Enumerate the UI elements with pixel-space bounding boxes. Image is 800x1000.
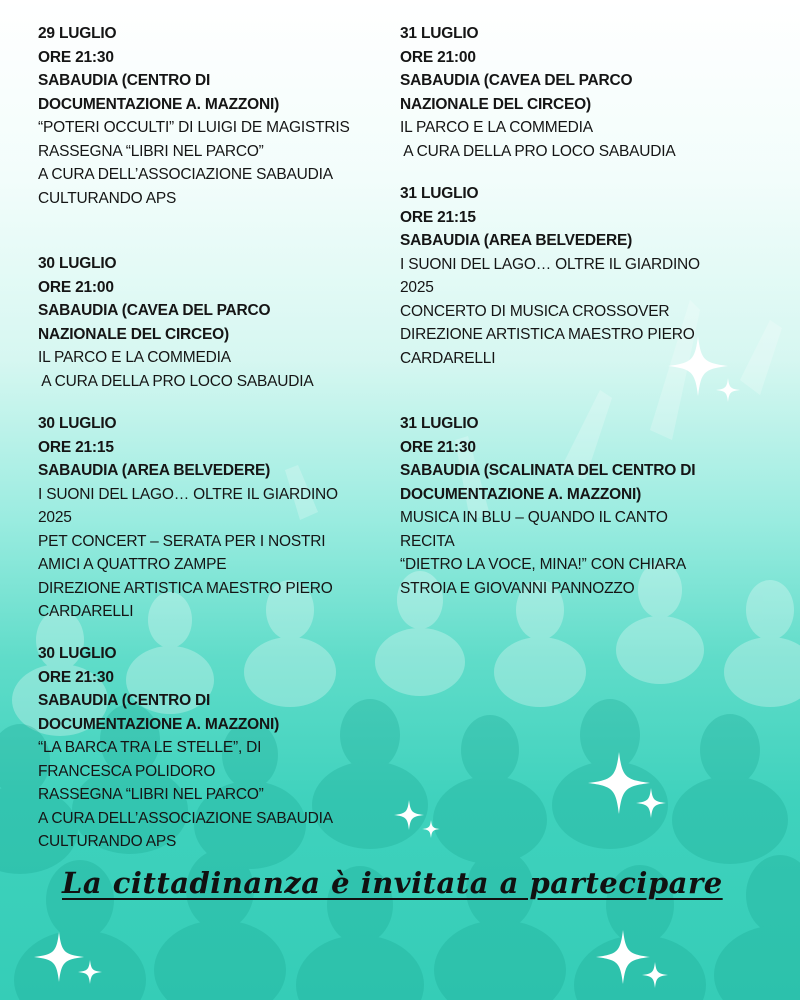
- event-time: ORE 21:00: [38, 278, 114, 296]
- event-detail: RASSEGNA “LIBRI NEL PARCO”: [38, 786, 264, 803]
- event-detail: “LA BARCA TRA LE STELLE”, DI: [38, 739, 262, 756]
- event-card: [38, 22, 350, 210]
- sparkle-icon: [642, 962, 668, 988]
- event-date: 30 LUGLIO: [38, 255, 117, 272]
- event-detail: A CURA DELLA PRO LOCO SABAUDIA: [400, 142, 676, 160]
- event-venue: DOCUMENTAZIONE A. MAZZONI): [400, 485, 642, 503]
- event-card: [400, 22, 676, 163]
- event-detail: CONCERTO DI MUSICA CROSSOVER: [400, 302, 670, 320]
- event-venue: SABAUDIA (CAVEA DEL PARCO: [38, 302, 271, 319]
- event-detail: CARDARELLI: [38, 603, 134, 620]
- event-venue: DOCUMENTAZIONE A. MAZZONI): [38, 715, 280, 733]
- event-detail: MUSICA IN BLU – QUANDO IL CANTO: [400, 509, 668, 526]
- event-date: 29 LUGLIO: [38, 25, 117, 42]
- event-venue: SABAUDIA (AREA BELVEDERE): [400, 232, 633, 249]
- event-date: 31 LUGLIO: [400, 185, 479, 202]
- event-date: 30 LUGLIO: [38, 415, 117, 432]
- event-time: ORE 21:00: [400, 48, 476, 66]
- event-time: ORE 21:15: [38, 438, 114, 456]
- event-time: ORE 21:30: [38, 48, 114, 66]
- event-card: [400, 182, 700, 370]
- event-detail: STROIA E GIOVANNI PANNOZZO: [400, 579, 635, 597]
- event-detail: A CURA DELL’ASSOCIAZIONE SABAUDIA: [38, 809, 333, 827]
- event-detail: CULTURANDO APS: [38, 189, 177, 207]
- event-venue: SABAUDIA (CENTRO DI: [38, 72, 211, 89]
- event-venue: SABAUDIA (CENTRO DI: [38, 692, 211, 709]
- sparkle-icon: [716, 378, 740, 402]
- event-card: [400, 412, 695, 600]
- event-venue: NAZIONALE DEL CIRCEO): [400, 95, 591, 113]
- event-date: 31 LUGLIO: [400, 25, 479, 42]
- event-detail: IL PARCO E LA COMMEDIA: [38, 349, 231, 366]
- event-card: [38, 412, 338, 624]
- event-detail: DIREZIONE ARTISTICA MAESTRO PIERO: [38, 579, 333, 597]
- event-venue: NAZIONALE DEL CIRCEO): [38, 325, 229, 343]
- sparkle-icon: [422, 820, 440, 838]
- event-venue: SABAUDIA (AREA BELVEDERE): [38, 462, 271, 479]
- event-detail: “DIETRO LA VOCE, MINA!” CON CHIARA: [400, 556, 687, 573]
- event-date: 31 LUGLIO: [400, 415, 479, 432]
- sparkle-icon: [394, 800, 424, 830]
- event-detail: I SUONI DEL LAGO… OLTRE IL GIARDINO: [400, 255, 700, 273]
- event-detail: CULTURANDO APS: [38, 833, 177, 850]
- event-detail: RASSEGNA “LIBRI NEL PARCO”: [38, 142, 264, 160]
- event-detail: A CURA DELLA PRO LOCO SABAUDIA: [38, 372, 314, 390]
- sparkle-icon: [34, 932, 84, 982]
- event-time: ORE 21:30: [38, 668, 114, 686]
- event-detail: CARDARELLI: [400, 349, 496, 367]
- event-detail: I SUONI DEL LAGO… OLTRE IL GIARDINO: [38, 485, 338, 503]
- event-time: ORE 21:30: [400, 438, 476, 456]
- event-detail: 2025: [400, 279, 434, 296]
- event-detail: FRANCESCA POLIDORO: [38, 762, 216, 780]
- event-detail: 2025: [38, 509, 72, 526]
- event-venue: DOCUMENTAZIONE A. MAZZONI): [38, 95, 280, 113]
- event-detail: “POTERI OCCULTI” DI LUIGI DE MAGISTRIS: [38, 119, 350, 136]
- event-detail: AMICI A QUATTRO ZAMPE: [38, 556, 227, 573]
- event-detail: A CURA DELL’ASSOCIAZIONE SABAUDIA: [38, 166, 333, 183]
- event-date: 30 LUGLIO: [38, 645, 117, 662]
- sparkle-icon: [636, 788, 666, 818]
- event-venue: SABAUDIA (CAVEA DEL PARCO: [400, 72, 633, 89]
- sparkle-icon: [78, 960, 102, 984]
- event-detail: RECITA: [400, 532, 455, 550]
- event-detail: PET CONCERT – SERATA PER I NOSTRI: [38, 532, 326, 550]
- event-venue: SABAUDIA (SCALINATA DEL CENTRO DI: [400, 462, 696, 479]
- event-card: [38, 252, 314, 393]
- event-detail: DIREZIONE ARTISTICA MAESTRO PIERO: [400, 326, 695, 343]
- invitation-footer: La cittadinanza è invitata a partecipare: [62, 866, 723, 900]
- event-time: ORE 21:15: [400, 208, 476, 226]
- event-card: [38, 642, 333, 854]
- event-detail: IL PARCO E LA COMMEDIA: [400, 119, 593, 136]
